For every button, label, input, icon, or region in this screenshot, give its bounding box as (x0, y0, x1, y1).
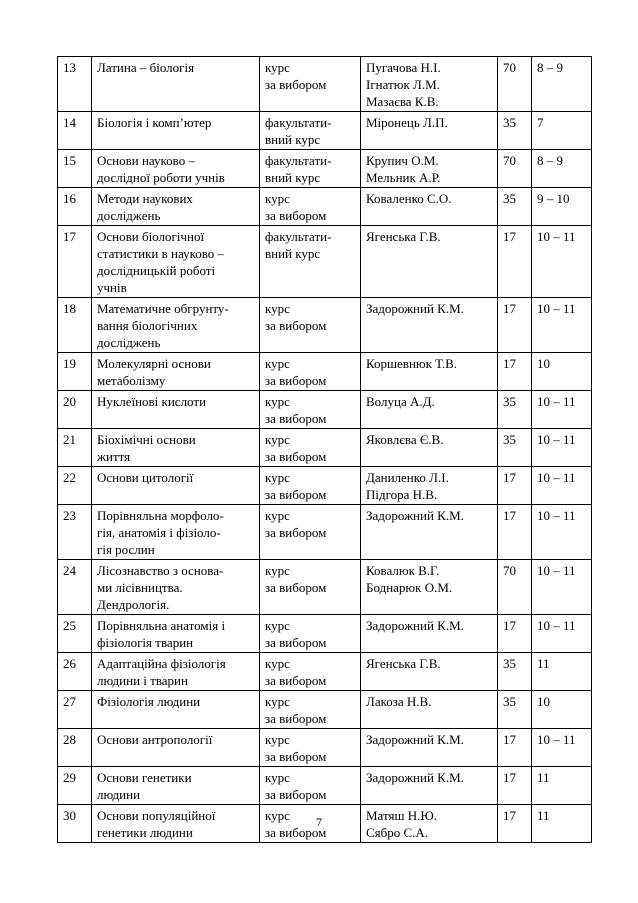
teacher-line: Задорожний К.М. (366, 508, 464, 523)
course-type-cell (260, 391, 361, 429)
course-title-line: Латина – біологія (97, 60, 195, 75)
course-title-line: людини і тварин (97, 673, 188, 688)
teacher-line: Задорожний К.М. (366, 618, 464, 633)
course-type-line: за вибором (265, 635, 327, 650)
course-title-cell (92, 429, 260, 467)
grades-cell: 10 – 11 (532, 615, 592, 653)
course-type-line: вний курс (265, 132, 321, 147)
course-type-line: вний курс (265, 246, 321, 261)
grades-cell: 10 (532, 353, 592, 391)
course-type-line: факультати- (265, 229, 332, 244)
grades-cell: 10 – 11 (532, 226, 592, 298)
row-number-cell: 16 (58, 188, 92, 226)
hours-cell: 35 (498, 391, 532, 429)
course-title-cell (92, 298, 260, 353)
course-type-cell (260, 112, 361, 150)
table-row (58, 353, 592, 391)
course-title-line: Основи популяційної (97, 808, 216, 823)
teacher-cell (361, 505, 498, 560)
table-row (58, 150, 592, 188)
course-title-cell (92, 391, 260, 429)
course-title-line: ми лісівництва. (97, 580, 183, 595)
course-title-line: людини (97, 787, 141, 802)
course-title-line: Фізіологія людини (97, 694, 201, 709)
course-type-line: факультати- (265, 115, 332, 130)
course-title-line: досліджень (97, 335, 161, 350)
course-type-line: за вибором (265, 449, 327, 464)
row-number-cell: 29 (58, 767, 92, 805)
grades-cell: 10 – 11 (532, 391, 592, 429)
hours-cell: 17 (498, 467, 532, 505)
course-type-line: курс (265, 394, 290, 409)
hours-cell: 35 (498, 112, 532, 150)
course-title-line: життя (97, 449, 131, 464)
course-type-line: факультати- (265, 153, 332, 168)
course-title-cell (92, 653, 260, 691)
course-title-cell (92, 188, 260, 226)
course-title-line: Біохімічні основи (97, 432, 196, 447)
course-type-cell (260, 150, 361, 188)
course-title-line: Лісознавство з основа- (97, 563, 224, 578)
course-type-cell (260, 298, 361, 353)
course-type-line: курс (265, 508, 290, 523)
teacher-line: Мазаєва К.В. (366, 94, 439, 109)
table-row (58, 226, 592, 298)
course-type-cell (260, 505, 361, 560)
course-title-line: метаболізму (97, 373, 166, 388)
table-row (58, 615, 592, 653)
course-type-line: курс (265, 191, 290, 206)
table-row (58, 729, 592, 767)
course-type-line: вний курс (265, 170, 321, 185)
grades-cell: 10 – 11 (532, 505, 592, 560)
teacher-cell (361, 298, 498, 353)
hours-cell: 35 (498, 691, 532, 729)
table-row (58, 429, 592, 467)
course-type-line: курс (265, 808, 290, 823)
course-type-cell (260, 57, 361, 112)
teacher-cell (361, 615, 498, 653)
teacher-cell (361, 560, 498, 615)
grades-cell: 10 – 11 (532, 429, 592, 467)
course-title-line: фізіологія тварин (97, 635, 194, 650)
hours-cell: 35 (498, 429, 532, 467)
hours-cell: 17 (498, 505, 532, 560)
hours-cell: 17 (498, 615, 532, 653)
row-number-cell: 18 (58, 298, 92, 353)
course-title-cell (92, 467, 260, 505)
courses-table (57, 56, 592, 843)
row-number-cell: 14 (58, 112, 92, 150)
row-number-cell: 22 (58, 467, 92, 505)
course-type-cell (260, 691, 361, 729)
course-type-line: курс (265, 563, 290, 578)
teacher-line: Ягенська Г.В. (366, 229, 441, 244)
table-body (58, 57, 592, 843)
hours-cell: 35 (498, 653, 532, 691)
teacher-line: Задорожний К.М. (366, 770, 464, 785)
grades-cell: 11 (532, 653, 592, 691)
table-row (58, 391, 592, 429)
teacher-line: Волуца А.Д. (366, 394, 435, 409)
course-type-line: курс (265, 432, 290, 447)
course-type-line: за вибором (265, 487, 327, 502)
course-type-line: курс (265, 301, 290, 316)
course-title-line: Дендрологія. (97, 597, 170, 612)
grades-cell: 10 (532, 691, 592, 729)
teacher-line: Ковалюк В.Г. (366, 563, 440, 578)
teacher-cell (361, 391, 498, 429)
teacher-cell (361, 57, 498, 112)
course-title-line: Основи цитології (97, 470, 194, 485)
teacher-line: Матяш Н.Ю. (366, 808, 437, 823)
row-number-cell: 30 (58, 805, 92, 843)
row-number-cell: 17 (58, 226, 92, 298)
page-number: 7 (316, 815, 322, 829)
course-title-line: Нуклеїнові кислоти (97, 394, 207, 409)
course-title-line: дослідної роботи учнів (97, 170, 225, 185)
grades-cell: 11 (532, 767, 592, 805)
table-row (58, 767, 592, 805)
row-number-cell: 19 (58, 353, 92, 391)
course-title-line: Порівняльна анатомія і (97, 618, 226, 633)
course-title-line: Математичне обгрунту- (97, 301, 229, 316)
teacher-line: Мельник А.Р. (366, 170, 441, 185)
course-type-line: курс (265, 470, 290, 485)
table-row (58, 691, 592, 729)
teacher-line: Міронець Л.П. (366, 115, 448, 130)
course-title-line: гія, анатомія і фізіоло- (97, 525, 221, 540)
course-type-line: курс (265, 356, 290, 371)
course-title-cell (92, 353, 260, 391)
course-title-cell (92, 112, 260, 150)
grades-cell: 10 – 11 (532, 467, 592, 505)
course-title-cell (92, 505, 260, 560)
course-type-cell (260, 467, 361, 505)
course-type-line: за вибором (265, 411, 327, 426)
teacher-line: Пугачова Н.І. (366, 60, 441, 75)
teacher-cell (361, 653, 498, 691)
course-type-line: за вибором (265, 208, 327, 223)
course-type-line: курс (265, 618, 290, 633)
course-type-line: курс (265, 732, 290, 747)
course-title-cell (92, 560, 260, 615)
course-type-line: за вибором (265, 711, 327, 726)
course-title-line: статистики в науково – (97, 246, 225, 261)
table-row (58, 298, 592, 353)
course-type-line: за вибором (265, 825, 327, 840)
course-type-line: за вибором (265, 77, 327, 92)
table-row (58, 112, 592, 150)
row-number-cell: 13 (58, 57, 92, 112)
table-row (58, 467, 592, 505)
row-number-cell: 25 (58, 615, 92, 653)
course-type-line: за вибором (265, 787, 327, 802)
grades-cell: 9 – 10 (532, 188, 592, 226)
row-number-cell: 20 (58, 391, 92, 429)
row-number-cell: 24 (58, 560, 92, 615)
teacher-line: Ігнатюк Л.М. (366, 77, 440, 92)
course-title-line: Молекулярні основи (97, 356, 211, 371)
teacher-line: Підгора Н.В. (366, 487, 438, 502)
course-type-cell (260, 653, 361, 691)
course-type-cell (260, 353, 361, 391)
grades-cell: 11 (532, 805, 592, 843)
course-type-line: курс (265, 60, 290, 75)
course-type-line: за вибором (265, 318, 327, 333)
teacher-cell (361, 188, 498, 226)
teacher-line: Лакоза Н.В. (366, 694, 432, 709)
course-title-line: вання біологічних (97, 318, 198, 333)
course-type-line: за вибором (265, 525, 327, 540)
row-number-cell: 23 (58, 505, 92, 560)
row-number-cell: 27 (58, 691, 92, 729)
course-type-line: курс (265, 656, 290, 671)
table-row (58, 188, 592, 226)
teacher-line: Ягенська Г.В. (366, 656, 441, 671)
course-title-line: гія рослин (97, 542, 155, 557)
row-number-cell: 21 (58, 429, 92, 467)
course-type-cell (260, 560, 361, 615)
teacher-line: Даниленко Л.І. (366, 470, 449, 485)
course-title-cell (92, 691, 260, 729)
course-title-line: Основи антропології (97, 732, 213, 747)
course-title-line: Основи науково – (97, 153, 195, 168)
grades-cell: 8 – 9 (532, 150, 592, 188)
teacher-line: Коршевнюк Т.В. (366, 356, 457, 371)
hours-cell: 70 (498, 560, 532, 615)
teacher-line: Задорожний К.М. (366, 301, 464, 316)
course-type-cell (260, 226, 361, 298)
teacher-line: Боднарюк О.М. (366, 580, 453, 595)
course-title-cell (92, 729, 260, 767)
hours-cell: 17 (498, 298, 532, 353)
course-title-cell (92, 226, 260, 298)
teacher-line: Сябро С.А. (366, 825, 429, 840)
course-title-line: Методи наукових (97, 191, 193, 206)
course-type-cell (260, 729, 361, 767)
course-title-line: досліджень (97, 208, 161, 223)
course-type-cell (260, 188, 361, 226)
course-type-cell (260, 767, 361, 805)
teacher-line: Коваленко С.О. (366, 191, 452, 206)
course-title-line: Біологія і комп’ютер (97, 115, 212, 130)
course-title-line: дослідницькій роботі (97, 263, 216, 278)
teacher-cell (361, 112, 498, 150)
grades-cell: 10 – 11 (532, 729, 592, 767)
course-type-line: курс (265, 694, 290, 709)
table-row (58, 57, 592, 112)
course-title-cell (92, 767, 260, 805)
teacher-cell (361, 729, 498, 767)
course-type-cell (260, 429, 361, 467)
grades-cell: 8 – 9 (532, 57, 592, 112)
hours-cell: 70 (498, 150, 532, 188)
table-row (58, 505, 592, 560)
hours-cell: 70 (498, 57, 532, 112)
teacher-cell (361, 226, 498, 298)
course-type-cell (260, 615, 361, 653)
teacher-line: Задорожний К.М. (366, 732, 464, 747)
course-type-line: за вибором (265, 749, 327, 764)
row-number-cell: 26 (58, 653, 92, 691)
course-title-cell (92, 150, 260, 188)
grades-cell: 7 (532, 112, 592, 150)
row-number-cell: 15 (58, 150, 92, 188)
course-title-cell (92, 57, 260, 112)
hours-cell: 17 (498, 729, 532, 767)
course-title-line: Адаптаційна фізіологія (97, 656, 226, 671)
teacher-cell (361, 429, 498, 467)
course-title-line: генетики людини (97, 825, 193, 840)
course-title-line: учнів (97, 280, 127, 295)
teacher-cell (361, 767, 498, 805)
table-row (58, 560, 592, 615)
grades-cell: 10 – 11 (532, 298, 592, 353)
hours-cell: 17 (498, 226, 532, 298)
hours-cell: 17 (498, 353, 532, 391)
teacher-line: Яковлєва Є.В. (366, 432, 444, 447)
course-title-line: Порівняльна морфоло- (97, 508, 224, 523)
teacher-cell (361, 691, 498, 729)
hours-cell: 17 (498, 805, 532, 843)
course-type-line: за вибором (265, 373, 327, 388)
teacher-cell (361, 353, 498, 391)
grades-cell: 10 – 11 (532, 560, 592, 615)
teacher-cell (361, 150, 498, 188)
teacher-cell (361, 467, 498, 505)
row-number-cell: 28 (58, 729, 92, 767)
teacher-line: Крупич О.М. (366, 153, 439, 168)
hours-cell: 35 (498, 188, 532, 226)
course-type-line: за вибором (265, 673, 327, 688)
hours-cell: 17 (498, 767, 532, 805)
course-title-line: Основи біологічної (97, 229, 205, 244)
table-row (58, 653, 592, 691)
course-title-cell (92, 615, 260, 653)
course-title-line: Основи генетики (97, 770, 192, 785)
course-type-line: курс (265, 770, 290, 785)
course-type-line: за вибором (265, 580, 327, 595)
